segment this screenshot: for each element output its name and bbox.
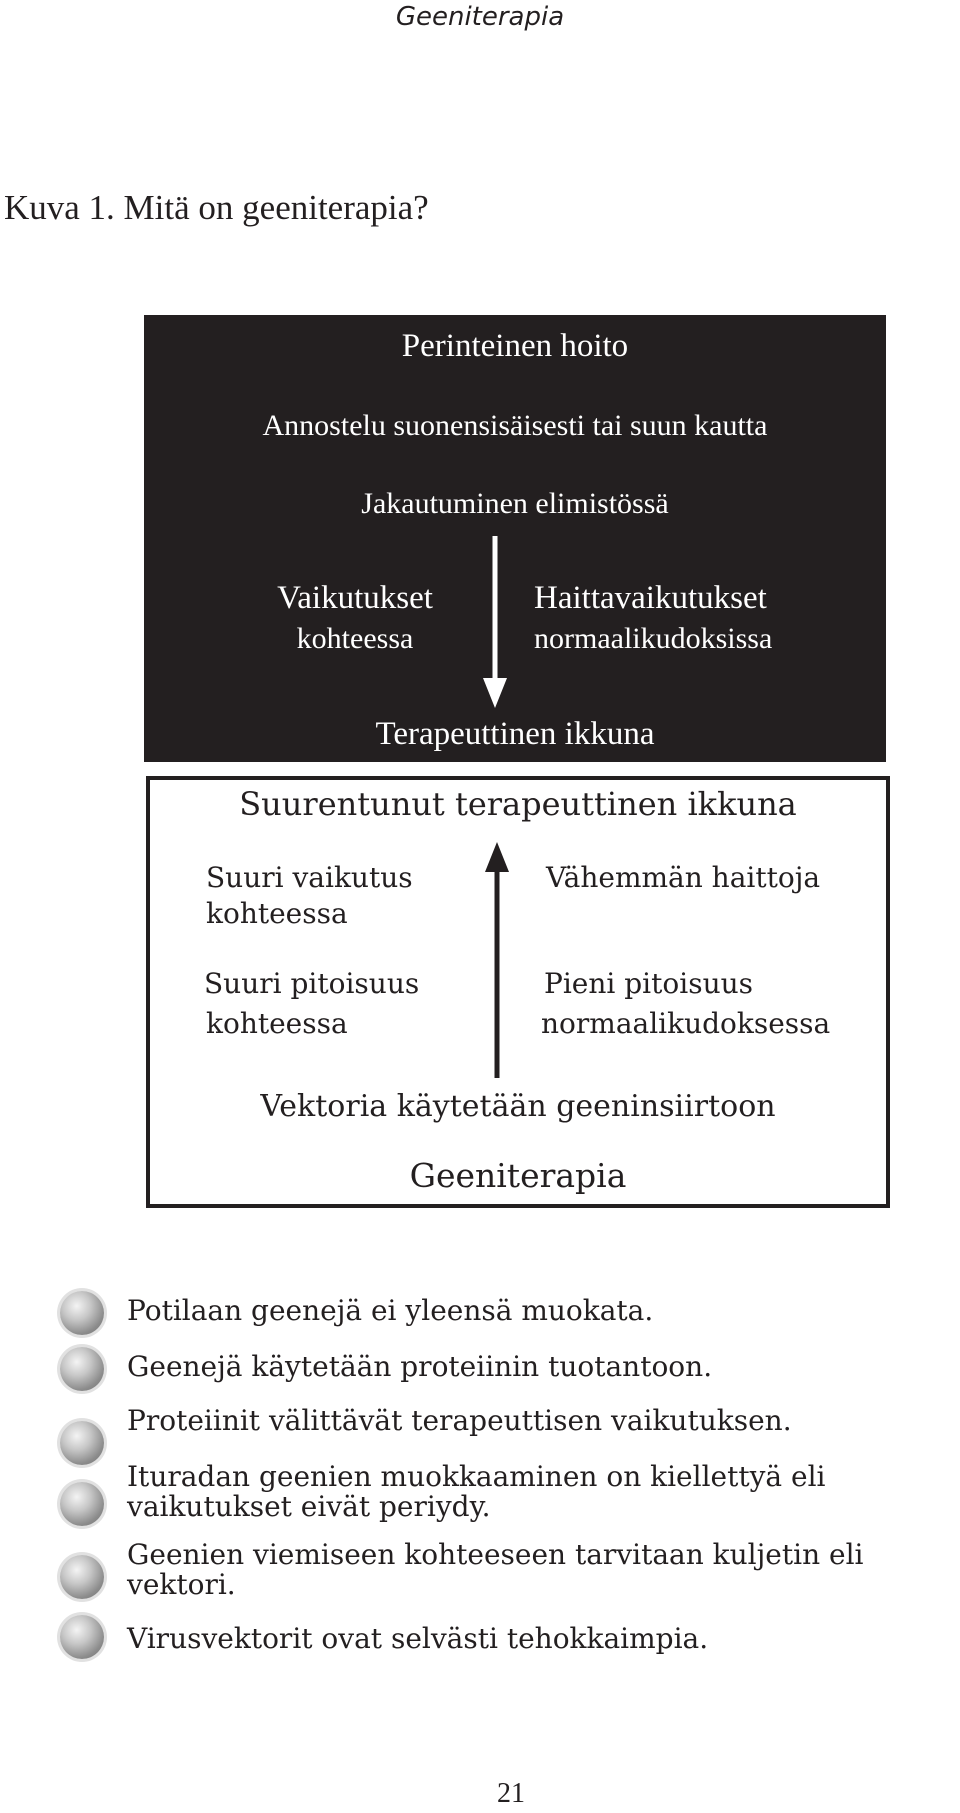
low-concentration-line2: normaalikudoksessa xyxy=(541,1007,831,1040)
high-concentration-line1: Suuri pitoisuus xyxy=(204,967,420,1000)
effects-label-line1: Vaikutukset xyxy=(277,580,433,616)
therapeutic-window-label: Terapeuttinen ikkuna xyxy=(375,716,655,752)
traditional-title: Perinteinen hoito xyxy=(401,328,629,364)
up-arrow-icon xyxy=(482,840,512,1080)
down-arrow-icon xyxy=(480,534,510,710)
low-concentration-line1: Pieni pitoisuus xyxy=(544,967,754,1000)
bullet-icon xyxy=(60,1482,104,1526)
bullet-icon xyxy=(60,1555,104,1599)
high-concentration-line2: kohteessa xyxy=(206,1007,348,1040)
big-effect-line2: kohteessa xyxy=(206,897,348,930)
fewer-side-effects-label: Vähemmän haittoja xyxy=(546,861,821,894)
side-effects-label-line2: normaalikudoksissa xyxy=(534,622,773,655)
distribution-text: Jakautuminen elimistössä xyxy=(361,487,669,520)
enlarged-window-title: Suurentunut terapeuttinen ikkuna xyxy=(239,785,797,823)
bullet-item: Potilaan geenejä ei yleensä muokata. xyxy=(127,1294,654,1327)
gene-therapy-label: Geeniterapia xyxy=(409,1156,627,1195)
bullet-item: Virusvektorit ovat selvästi tehokkaimpia. xyxy=(127,1622,709,1655)
running-header: Geeniterapia xyxy=(395,2,565,32)
figure-caption: Kuva 1. Mitä on geeniterapia? xyxy=(4,188,429,227)
bullet-item: Proteiinit välittävät terapeuttisen vaikutuksen. xyxy=(127,1404,792,1437)
administration-text: Annostelu suonensisäisesti tai suun kautta xyxy=(262,409,768,442)
bullet-item: Ituradan geenien muokkaaminen on kiellettyä eli vaikutukset eivät periydy. xyxy=(127,1460,826,1523)
bullet-item: Geenien viemiseen kohteeseen tarvitaan kuljetin eli vektori. xyxy=(127,1538,864,1601)
bullet-item: Geenejä käytetään proteiinin tuotantoon. xyxy=(127,1350,713,1383)
bullet-icon xyxy=(60,1421,104,1465)
effects-label-line2: kohteessa xyxy=(296,622,414,655)
page-number: 21 xyxy=(497,1778,525,1809)
bullet-icon xyxy=(60,1615,104,1659)
big-effect-line1: Suuri vaikutus xyxy=(206,861,413,894)
bullet-icon xyxy=(60,1347,104,1391)
side-effects-label-line1: Haittavaikutukset xyxy=(534,580,767,616)
vector-text: Vektoria käytetään geeninsiirtoon xyxy=(260,1089,776,1124)
bullet-icon xyxy=(60,1291,104,1335)
traditional-treatment-box xyxy=(144,315,886,762)
